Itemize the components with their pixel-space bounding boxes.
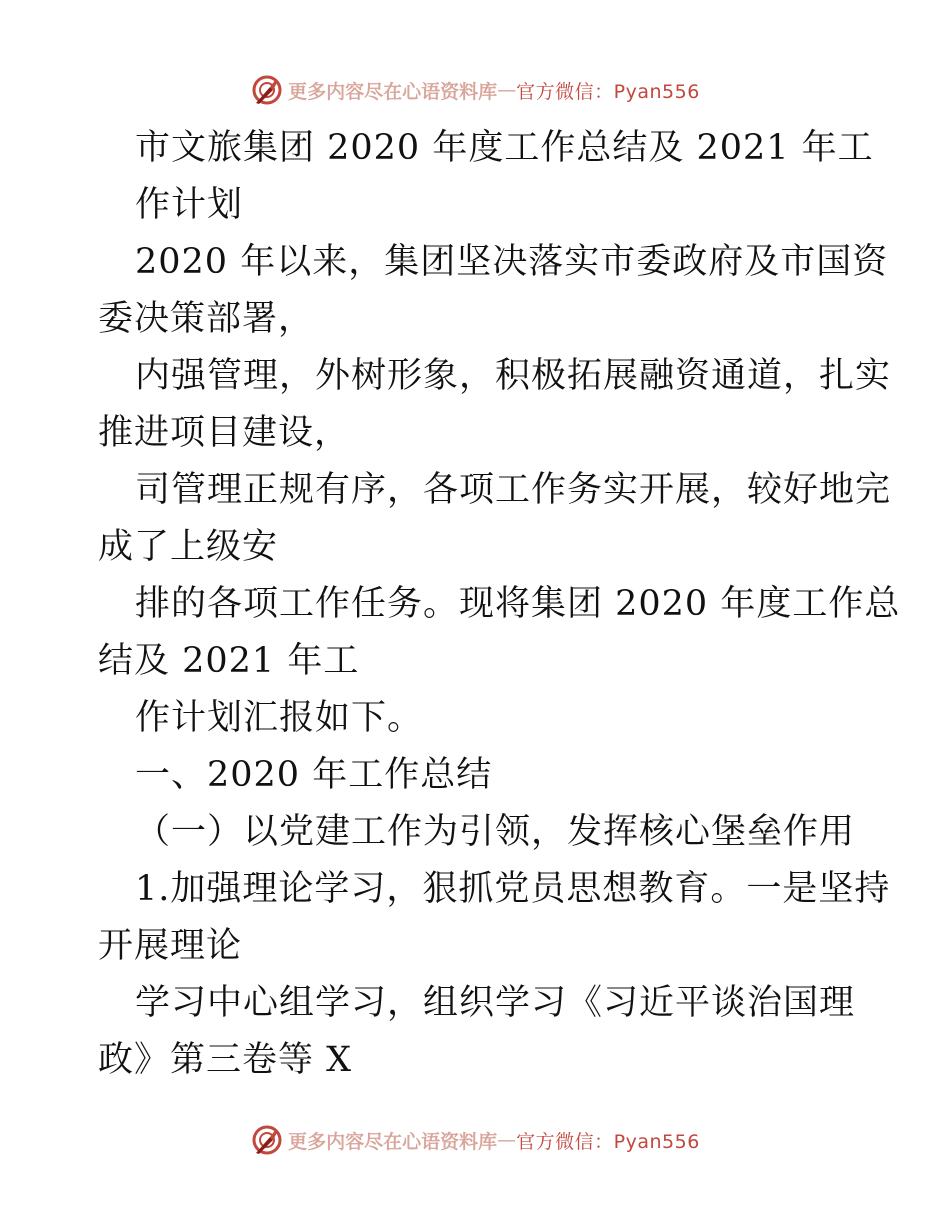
paragraph-line: 排的各项工作任务。现将集团 2020 年度工作总: [135, 584, 901, 624]
watermark-dash: —: [497, 79, 517, 101]
doc-title-line: 市文旅集团 2020 年度工作总结及 2021 年工: [135, 128, 874, 168]
paragraph-line: 作计划汇报如下。: [135, 698, 424, 738]
paragraph-line: 结及 2021 年工: [98, 641, 360, 681]
paragraph-line: 司管理正规有序，各项工作务实开展，较好地完: [135, 470, 892, 510]
doc-title-line: 作计划: [135, 185, 244, 225]
watermark-main-text: 更多内容尽在心语资料库: [288, 80, 498, 103]
watermark-main-text: 更多内容尽在心语资料库: [288, 1130, 498, 1153]
paragraph-line: 2020 年以来，集团坚决落实市委政府及市国资: [135, 242, 889, 282]
header-watermark: [0, 70, 950, 110]
section-heading: 一、2020 年工作总结: [135, 755, 493, 795]
subsection-heading: （一）以党建工作为引领，发挥核心堡垒作用: [135, 812, 856, 852]
watermark-dash: —: [497, 1129, 517, 1151]
paragraph-line: 政》第三卷等 X: [98, 1040, 353, 1080]
paragraph-line: 推进项目建设，: [98, 413, 351, 453]
watermark-handle: 官方微信：Pyan556: [516, 1130, 700, 1153]
footer-watermark: [0, 1120, 950, 1160]
paragraph-line: 1.加强理论学习，狠抓党员思想教育。一是坚持: [135, 869, 891, 909]
paragraph-line: 委决策部署，: [98, 299, 315, 339]
pen-circle-logo-icon: [250, 73, 284, 107]
watermark-handle: 官方微信：Pyan556: [516, 80, 700, 103]
paragraph-line: 开展理论: [98, 926, 243, 966]
pen-circle-logo-icon: [250, 1123, 284, 1157]
paragraph-line: 内强管理，外树形象，积极拓展融资通道，扎实: [135, 356, 892, 396]
paragraph-line: 学习中心组学习，组织学习《习近平谈治国理: [135, 983, 856, 1023]
paragraph-line: 成了上级安: [98, 527, 279, 567]
